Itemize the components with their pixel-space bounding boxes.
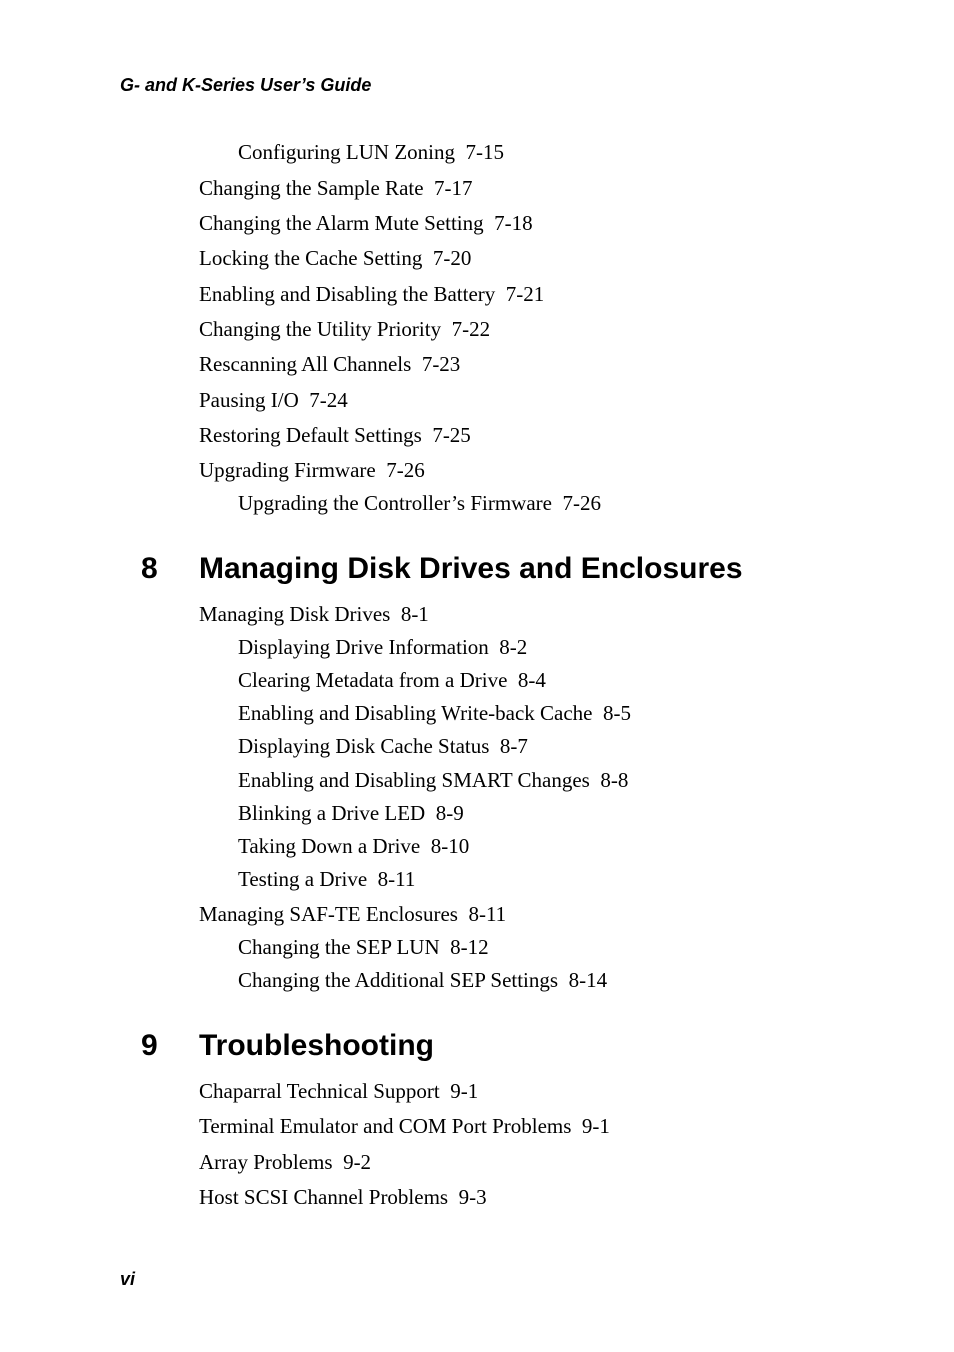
toc-entry-page: 7-20 — [432, 246, 472, 270]
toc-entry-title: Array Problems — [199, 1150, 333, 1174]
page-number: vi — [120, 1269, 136, 1289]
toc-entry[interactable] — [199, 1113, 610, 1139]
toc-entry[interactable] — [199, 1149, 371, 1175]
toc-entry[interactable] — [199, 175, 473, 201]
toc-entry-title: Locking the Cache Setting — [199, 246, 423, 270]
toc-entry-page: 8-12 — [450, 935, 489, 959]
toc-entry-title: Blinking a Drive LED — [238, 801, 426, 825]
toc-entry[interactable] — [199, 457, 425, 483]
toc-entry-title: Taking Down a Drive — [238, 834, 421, 858]
toc-entry[interactable] — [238, 934, 489, 960]
toc-entry-page: 7-15 — [465, 140, 504, 164]
chapter-title: Managing Disk Drives and Enclosures — [199, 552, 743, 585]
toc-entry-title: Rescanning All Channels — [199, 352, 412, 376]
running-header: G- and K-Series User’s Guide — [120, 75, 372, 95]
toc-entry[interactable] — [199, 601, 429, 627]
toc-entry-page: 8-4 — [517, 668, 546, 692]
toc-entry-title: Changing the Sample Rate — [199, 176, 424, 200]
toc-entry-title: Clearing Metadata from a Drive — [238, 668, 508, 692]
toc-entry[interactable] — [238, 490, 601, 516]
toc-entry-title: Managing SAF-TE Enclosures — [199, 902, 458, 926]
chapter-title: Troubleshooting — [199, 1029, 434, 1062]
toc-entry[interactable] — [238, 800, 464, 826]
toc-entry-page: 7-21 — [505, 282, 545, 306]
toc-entry-page: 8-9 — [435, 801, 464, 825]
toc-entry[interactable] — [199, 387, 348, 413]
toc-entry-page: 8-11 — [468, 902, 507, 926]
toc-entry-page: 8-14 — [568, 968, 608, 992]
toc-entry-page: 8-2 — [499, 635, 528, 659]
toc-entry-title: Testing a Drive — [238, 867, 368, 891]
chapter-number: 8 — [141, 552, 158, 585]
toc-entry[interactable] — [199, 422, 471, 448]
toc-entry-page: 8-8 — [600, 768, 629, 792]
toc-entry-title: Changing the Additional SEP Settings — [238, 968, 559, 992]
toc-entry-title: Managing Disk Drives — [199, 602, 391, 626]
toc-entry-title: Chaparral Technical Support — [199, 1079, 440, 1103]
toc-entry-page: 7-25 — [432, 423, 471, 447]
toc-entry-title: Pausing I/O — [199, 388, 299, 412]
toc-entry[interactable] — [238, 833, 469, 859]
toc-entry-title: Host SCSI Channel Problems — [199, 1185, 449, 1209]
toc-entry-page: 8-1 — [400, 602, 429, 626]
toc-entry-page: 9-3 — [458, 1185, 487, 1209]
toc-entry-page: 9-2 — [343, 1150, 372, 1174]
toc-entry[interactable] — [199, 210, 533, 236]
toc-entry-page: 7-26 — [562, 491, 601, 515]
toc-entry-title: Enabling and Disabling SMART Changes — [238, 768, 590, 792]
chapter-heading[interactable] — [141, 551, 743, 587]
toc-entry-page: 7-23 — [421, 352, 461, 376]
toc-entry-title: Displaying Drive Information — [238, 635, 489, 659]
toc-entry-page: 7-18 — [494, 211, 533, 235]
toc-entry-title: Enabling and Disabling the Battery — [199, 282, 496, 306]
toc-entry-page: 7-26 — [386, 458, 425, 482]
toc-entry-title: Displaying Disk Cache Status — [238, 734, 490, 758]
toc-entry-title: Upgrading Firmware — [199, 458, 376, 482]
toc-entry-page: 8-5 — [603, 701, 631, 725]
toc-entry-page: 7-24 — [309, 388, 348, 412]
toc-entry[interactable] — [199, 1078, 478, 1104]
toc-entry[interactable] — [238, 967, 607, 993]
toc-entry-title: Enabling and Disabling Write-back Cache — [238, 701, 593, 725]
toc-entry-title: Changing the SEP LUN — [238, 935, 440, 959]
toc-entry-title: Terminal Emulator and COM Port Problems — [199, 1114, 572, 1138]
toc-entry[interactable] — [238, 139, 504, 165]
toc-entry-page: 8-10 — [430, 834, 470, 858]
toc-entry-title: Configuring LUN Zoning — [238, 140, 455, 164]
toc-entry[interactable] — [199, 281, 544, 307]
toc-entry[interactable] — [238, 634, 527, 660]
toc-entry-page: 7-22 — [451, 317, 491, 341]
toc-entry-page: 7-17 — [434, 176, 473, 200]
toc-entry-page: 8-11 — [377, 867, 416, 891]
toc-entry[interactable] — [238, 733, 528, 759]
toc-entry-page: 8-7 — [499, 734, 528, 758]
toc-entry-page: 9-1 — [450, 1079, 479, 1103]
toc-entry[interactable] — [199, 351, 460, 377]
chapter-number: 9 — [141, 1029, 158, 1062]
toc-entry[interactable] — [238, 667, 546, 693]
toc-entry[interactable] — [199, 1184, 487, 1210]
chapter-heading[interactable] — [141, 1028, 434, 1064]
toc-entry[interactable] — [238, 767, 628, 793]
toc-entry[interactable] — [199, 316, 490, 342]
toc-entry-title: Changing the Utility Priority — [199, 317, 442, 341]
toc-entry-page: 9-1 — [581, 1114, 610, 1138]
toc-entry-title: Restoring Default Settings — [199, 423, 422, 447]
toc-entry[interactable] — [199, 245, 471, 271]
toc-entry-title: Upgrading the Controller’s Firmware — [238, 491, 552, 515]
toc-entry[interactable] — [238, 700, 631, 726]
toc-entry[interactable] — [238, 866, 415, 892]
toc-entry[interactable] — [199, 901, 506, 927]
toc-entry-title: Changing the Alarm Mute Setting — [199, 211, 484, 235]
